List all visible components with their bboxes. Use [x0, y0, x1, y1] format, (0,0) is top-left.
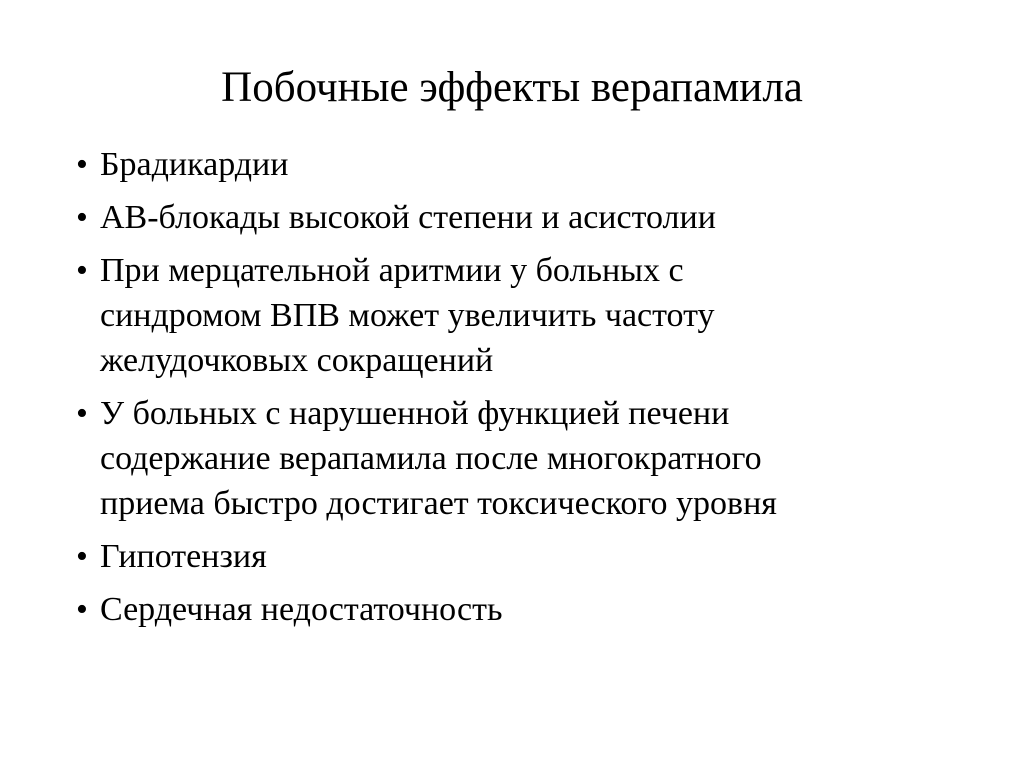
bullet-item [76, 195, 976, 240]
bullet-text: При мерцательной аритмии у больных с [100, 252, 684, 289]
bullet-item [76, 142, 976, 187]
bullet-icon: • [76, 146, 88, 183]
bullet-icon: • [76, 395, 88, 432]
bullet-text: синдромом ВПВ может увеличить частоту [100, 297, 715, 334]
bullet-icon: • [76, 252, 88, 289]
bullet-list [76, 142, 976, 640]
bullet-item [76, 587, 976, 632]
bullet-text: Сердечная недостаточность [100, 591, 503, 628]
bullet-item [76, 248, 976, 383]
bullet-text: приема быстро достигает токсического уровня [100, 485, 777, 522]
bullet-text: желудочковых сокращений [100, 342, 494, 379]
slide-title: Побочные эффекты верапамила [221, 64, 803, 111]
bullet-text: Брадикардии [100, 146, 289, 183]
bullet-text: АВ-блокады высокой степени и асистолии [100, 199, 716, 236]
bullet-text: У больных с нарушенной функцией печени [100, 395, 730, 432]
bullet-text: содержание верапамила после многократного [100, 440, 762, 477]
bullet-icon: • [76, 538, 88, 575]
bullet-icon: • [76, 199, 88, 236]
bullet-text: Гипотензия [100, 538, 267, 575]
bullet-item [76, 534, 976, 579]
bullet-item [76, 391, 976, 526]
bullet-icon: • [76, 591, 88, 628]
